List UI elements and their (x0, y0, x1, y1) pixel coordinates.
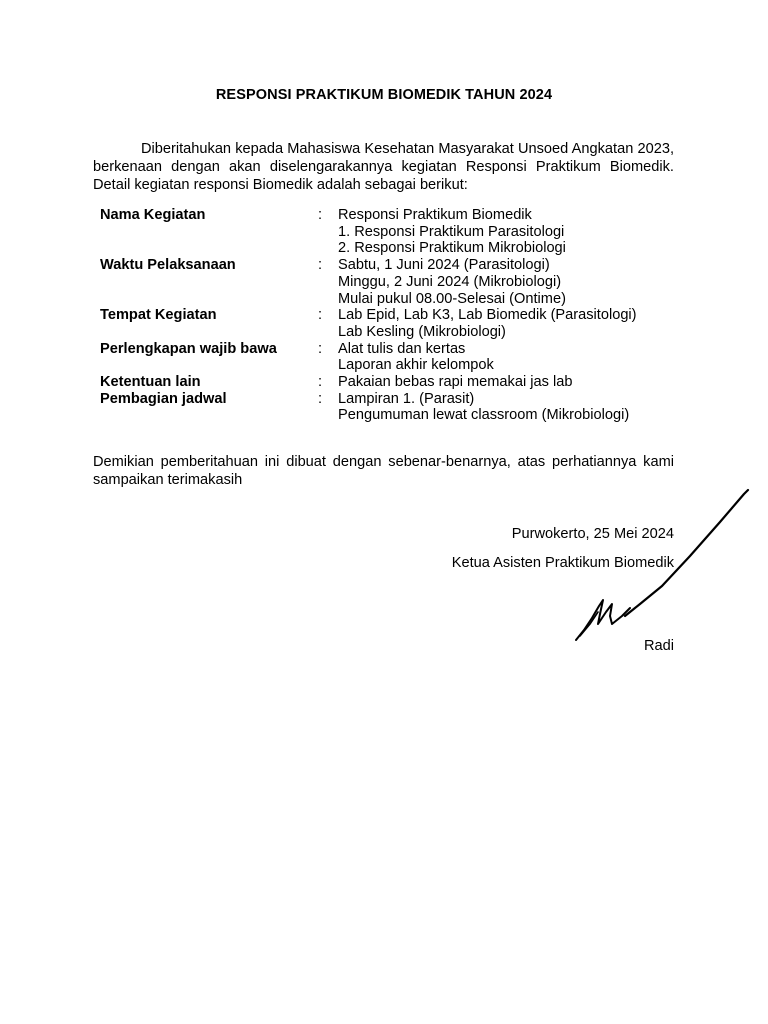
detail-value: Pakaian bebas rapi memakai jas lab (338, 374, 573, 391)
detail-colon: : (318, 207, 323, 223)
detail-value: Lab Kesling (Mikrobiologi) (338, 323, 506, 340)
detail-value: Alat tulis dan kertas (338, 340, 466, 357)
detail-value: 1. Responsi Praktikum Parasitologi (338, 223, 565, 240)
detail-label: Waktu Pelaksanaan (100, 257, 236, 274)
handwritten-signature (570, 484, 755, 644)
detail-row-ketentuan-lain (100, 374, 637, 391)
detail-values (338, 307, 637, 340)
signature-initial-stroke (576, 600, 630, 640)
intro-paragraph: Diberitahukan kepada Mahasiswa Kesehatan Masyarakat Unsoed Angkatan 2023, berkenaan dengan akan diselengarakannya kegiatan Responsi Praktikum Biomedik. Detail kegiatan responsi Biomedik adalah sebagai berikut: (93, 141, 674, 193)
detail-label: Perlengkapan wajib bawa (100, 340, 277, 357)
detail-label: Nama Kegiatan (100, 207, 206, 223)
signer-name: Radi (643, 638, 674, 654)
detail-colon: : (318, 307, 323, 324)
detail-value: Laporan akhir kelompok (338, 357, 494, 374)
place-date: Purwokerto, 25 Mei 2024 (511, 526, 674, 542)
detail-values (338, 341, 494, 374)
detail-row-tempat-kegiatan (100, 307, 637, 340)
detail-value: Mulai pukul 08.00-Selesai (Ontime) (338, 290, 566, 307)
detail-values (338, 374, 572, 391)
signature-flourish (580, 612, 598, 636)
closing-paragraph: Demikian pemberitahuan ini dibuat dengan sebenar-benarnya, atas perhatiannya kami sampaikan terimakasih (93, 454, 674, 488)
signer-title: Ketua Asisten Praktikum Biomedik (451, 555, 674, 571)
detail-row-waktu-pelaksanaan (100, 257, 637, 307)
detail-values (338, 391, 629, 424)
document-title: RESPONSI PRAKTIKUM BIOMEDIK TAHUN 2024 (215, 87, 553, 103)
signature-long-stroke (625, 490, 748, 616)
detail-value: Pengumuman lewat classroom (Mikrobiologi) (338, 407, 630, 424)
detail-values (338, 207, 566, 257)
detail-row-pembagian-jadwal (100, 391, 637, 424)
detail-label: Ketentuan lain (100, 374, 201, 391)
detail-row-perlengkapan (100, 341, 637, 374)
detail-value: Lampiran 1. (Parasit) (338, 390, 475, 407)
detail-value: Responsi Praktikum Biomedik (338, 207, 532, 223)
detail-colon: : (318, 257, 323, 274)
detail-label: Tempat Kegiatan (100, 307, 217, 324)
detail-value: Lab Epid, Lab K3, Lab Biomedik (Parasitologi) (338, 307, 637, 324)
detail-row-nama-kegiatan (100, 207, 637, 257)
detail-value: 2. Responsi Praktikum Mikrobiologi (338, 240, 566, 257)
detail-value: Minggu, 2 Juni 2024 (Mikrobiologi) (338, 273, 562, 290)
detail-label: Pembagian jadwal (100, 390, 227, 407)
detail-values (338, 257, 566, 307)
detail-colon: : (318, 390, 323, 407)
detail-colon: : (318, 340, 323, 357)
detail-value: Sabtu, 1 Juni 2024 (Parasitologi) (338, 257, 550, 274)
details-table (100, 207, 637, 424)
detail-colon: : (318, 374, 323, 391)
